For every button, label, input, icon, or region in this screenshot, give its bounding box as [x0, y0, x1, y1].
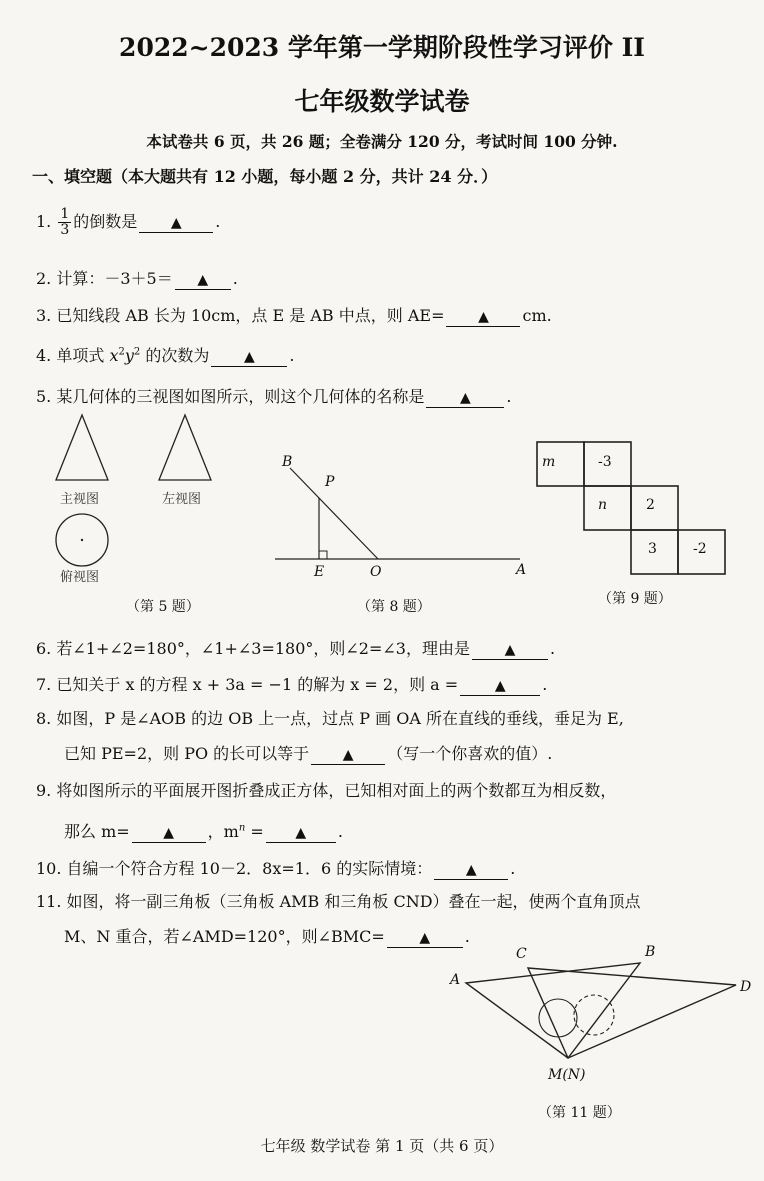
figure-9-caption: （第 9 题）	[598, 591, 672, 607]
point-P-label: P	[325, 474, 335, 490]
answer-blank[interactable]: ▲	[472, 640, 548, 660]
answer-blank[interactable]: ▲	[211, 347, 287, 367]
question-3: 3. 已知线段 AB 长为 10cm，点 E 是 AB 中点，则 AE= ▲ cm.	[36, 306, 552, 325]
top-view-label: 俯视图	[60, 570, 100, 585]
question-4: 4. 单项式 $x^2y^2$ 的次数为 ▲ .	[36, 346, 295, 365]
right-angle-mark	[319, 551, 327, 559]
circle-right-dashed	[574, 995, 614, 1035]
fraction: $\frac{1}{3}$	[60, 206, 70, 238]
left-view-triangle	[159, 415, 211, 480]
page-footer: 七年级 数学试卷 第 1 页（共 6 页）	[260, 1137, 504, 1155]
net-cell-m: m	[542, 454, 556, 470]
exam-info: 本试卷共 6 页，共 26 题；全卷满分 120 分，考试时间 100 分钟.	[146, 132, 618, 151]
question-11-line2: M、N 重合，若∠AMD=120°，则∠BMC= ▲ .	[64, 927, 470, 946]
answer-blank[interactable]: ▲	[387, 928, 463, 948]
point-B-label: B	[282, 454, 293, 470]
net-cell-2: 2	[646, 497, 655, 513]
question-8-line1: 8. 如图，P 是∠AOB 的边 OB 上一点，过点 P 画 OA 所在直线的垂线，垂足为 E,	[36, 709, 624, 728]
answer-blank[interactable]: ▲	[266, 823, 336, 843]
question-2: 2. 计算：－3＋5＝ ▲ .	[36, 269, 238, 288]
net-cell-3: 3	[648, 541, 657, 557]
answer-blank[interactable]: ▲	[460, 676, 540, 696]
front-view-triangle	[56, 415, 108, 480]
figure-11-caption: （第 11 题）	[538, 1105, 621, 1121]
question-6: 6. 若∠1+∠2=180°，∠1+∠3=180°，则∠2=∠3，理由是 ▲ .	[36, 639, 556, 658]
circle-left	[539, 999, 577, 1037]
figure-5-caption: （第 5 题）	[126, 599, 200, 615]
figure-5-three-views	[40, 405, 240, 620]
page-title: 2022~2023 学年第一学期阶段性学习评价 II	[119, 33, 645, 62]
point-MN-label: M(N)	[548, 1067, 586, 1083]
answer-blank[interactable]: ▲	[434, 860, 508, 880]
answer-blank[interactable]: ▲	[311, 745, 385, 765]
point-A-label: A	[450, 972, 461, 988]
figure-11-triangles	[450, 955, 750, 1070]
answer-blank[interactable]: ▲	[132, 823, 206, 843]
question-8-line2: 已知 PE=2，则 PO 的长可以等于 ▲ （写一个你喜欢的值）.	[64, 744, 553, 763]
answer-blank[interactable]: ▲	[446, 307, 520, 327]
question-1: 1. $\frac{1}{3}$ 的倒数是 ▲ .	[36, 206, 221, 238]
front-view-label: 主视图	[60, 492, 100, 507]
answer-blank[interactable]: ▲	[139, 213, 213, 233]
point-C-label: C	[516, 946, 527, 962]
question-10: 10. 自编一个符合方程 10－2．8x=1．6 的实际情境： ▲ .	[36, 859, 516, 878]
question-9-line2: 那么 m= ▲ ，$m^n$ = ▲ .	[64, 822, 343, 841]
net-cell-n: n	[598, 497, 608, 513]
net-cell-neg3: -3	[598, 454, 612, 470]
left-view-label: 左视图	[162, 492, 202, 507]
triangle-CND	[528, 968, 736, 1058]
question-5: 5. 某几何体的三视图如图所示，则这个几何体的名称是 ▲ .	[36, 387, 512, 406]
figure-8-angle	[270, 448, 540, 583]
answer-blank[interactable]: ▲	[175, 270, 231, 290]
net-cell-neg2: -2	[693, 541, 707, 557]
point-A-label: A	[516, 562, 527, 578]
point-E-label: E	[314, 564, 325, 580]
question-9-line1: 9. 将如图所示的平面展开图折叠成正方体，已知相对面上的两个数都互为相反数，	[36, 781, 617, 800]
section-title: 一、填空题（本大题共有 12 小题，每小题 2 分，共计 24 分．）	[32, 167, 498, 186]
figure-8-caption: （第 8 题）	[357, 599, 431, 615]
page-subtitle: 七年级数学试卷	[294, 87, 470, 116]
question-11-line1: 11. 如图，将一副三角板（三角板 AMB 和三角板 CND）叠在一起，使两个直角顶点	[36, 892, 641, 911]
point-B-label: B	[645, 944, 656, 960]
point-D-label: D	[740, 979, 752, 995]
question-7: 7. 已知关于 x 的方程 x + 3a = −1 的解为 x = 2，则 a = ▲ .	[36, 675, 548, 694]
point-O-label: O	[370, 564, 382, 580]
top-view-center	[81, 539, 83, 541]
answer-blank[interactable]: ▲	[426, 388, 504, 408]
